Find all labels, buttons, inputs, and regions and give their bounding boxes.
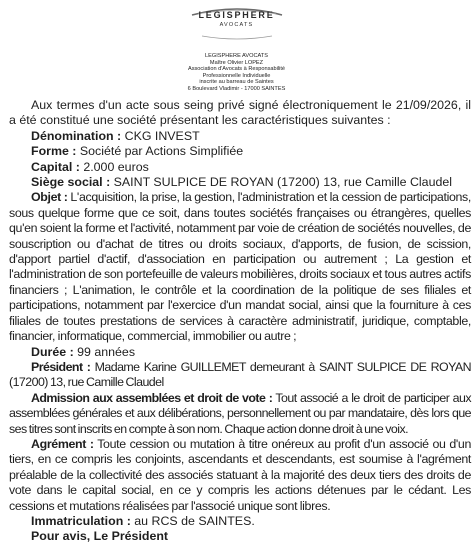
objet-paragraph bbox=[9, 190, 471, 344]
admission-paragraph bbox=[9, 391, 471, 437]
capital-label: Capital : bbox=[31, 159, 80, 174]
intro-paragraph: Aux termes d'un acte sous seing privé signé électroniquement le 21/09/2026, il a été constitué une société présentant les caractéristiques suivantes : bbox=[9, 98, 471, 128]
legal-notice bbox=[9, 98, 471, 545]
objet-label: Objet : bbox=[31, 190, 68, 205]
legisphere-logo bbox=[162, 6, 312, 48]
firm-bar: inscrite au barreau de Saintes bbox=[199, 79, 274, 86]
denomination-value: CKG INVEST bbox=[121, 128, 200, 143]
duree-value: 99 années bbox=[73, 344, 136, 359]
duree-line bbox=[9, 345, 471, 360]
denomination-label: Dénomination : bbox=[31, 128, 122, 143]
logo-subtitle: AVOCATS bbox=[219, 22, 254, 28]
logo-wordmark: LEGISPHERE bbox=[198, 10, 275, 20]
immatriculation-line bbox=[9, 514, 471, 529]
duree-label: Durée : bbox=[31, 344, 74, 359]
firm-address: 6 Boulevard Vladimir - 17000 SAINTES bbox=[187, 85, 286, 92]
president-paragraph bbox=[9, 360, 471, 391]
firm-name: LEGISPHERE AVOCATS bbox=[205, 53, 268, 59]
agrement-label: Agrément : bbox=[31, 436, 94, 451]
signature-line bbox=[9, 529, 471, 544]
president-value: Madame Karine GUILLEMET demeurant à SAINT SULPICE DE ROYAN (17200) 13, rue Camille Claudel bbox=[9, 359, 471, 390]
forme-value: Société par Actions Simplifiée bbox=[76, 144, 244, 159]
objet-value: L'acquisition, la prise, la gestion, l'administration et la cession de participations, sous quelque forme que ce soit, dans toutes sociétés françaises ou étrangères, quelles qu'en soient la forme et l'activité, notamment par voie de création de sociétés nouvelles, de souscription ou d'achat de titres ou droits sociaux, d'apports, de fusion, de scission, d'apport partiel d'actif, d'association en participation ou autrement ; La gestion et l'administration de son portefeuille de valeurs mobilières, droits sociaux et tous autres actifs financiers ; L'animation, le contrôle et la coordination de la politique de ses filiales et participations, notamment par l'exercice d'un mandat social, ainsi que la fourniture à ces filiales de toutes prestations de services à caractère administratif, juridique, comptable, financier, informatique, commercial, immobilier ou autre ; bbox=[9, 190, 471, 344]
president-label: Président : bbox=[31, 359, 91, 374]
agrement-paragraph bbox=[9, 437, 471, 514]
letterhead bbox=[0, 6, 473, 93]
immatriculation-value: au RCS de SAINTES. bbox=[130, 513, 255, 528]
capital-line bbox=[9, 160, 471, 175]
admission-label: Admission aux assemblées et droit de vote : bbox=[31, 390, 273, 405]
denomination-line bbox=[9, 129, 471, 144]
firm-lawyer: Maître Olivier LOPEZ bbox=[209, 59, 264, 66]
immatriculation-label: Immatriculation : bbox=[31, 513, 131, 528]
siege-line bbox=[9, 175, 471, 190]
agrement-value: Toute cession ou mutation à titre onéreux au profit d'un associé ou d'un tiers, en ce compris les conjoints, ascendants et descendants, est soumise à l'agrément préalable de la collectivité des associés statuant à la majorité des deux tiers des droits de vote dans le capital social, en ce y compris les actions détenues par le cédant. Les cessions et mutations réalisées par l'associé unique sont libres. bbox=[9, 436, 471, 513]
firm-info bbox=[0, 53, 473, 93]
siege-value: SAINT SULPICE DE ROYAN (17200) 13, rue Camille Claudel bbox=[110, 175, 452, 190]
admission-value: Tout associé a le droit de participer aux assemblées générales et aux délibérations, personnellement ou par mandataire, dès lors que ses titres sont inscrits en compte à son nom. Chaque action donne droit à une voix. bbox=[9, 390, 471, 436]
firm-type-line-1: Association d'Avocats à Responsabilité bbox=[187, 66, 286, 73]
siege-label: Siège social : bbox=[31, 175, 111, 190]
capital-value: 2.000 euros bbox=[79, 159, 149, 174]
signature-text: Pour avis, Le Président bbox=[31, 529, 169, 544]
firm-type-line-2: Professionnelle Individuelle bbox=[202, 72, 271, 79]
forme-line bbox=[9, 144, 471, 159]
forme-label: Forme : bbox=[31, 144, 77, 159]
